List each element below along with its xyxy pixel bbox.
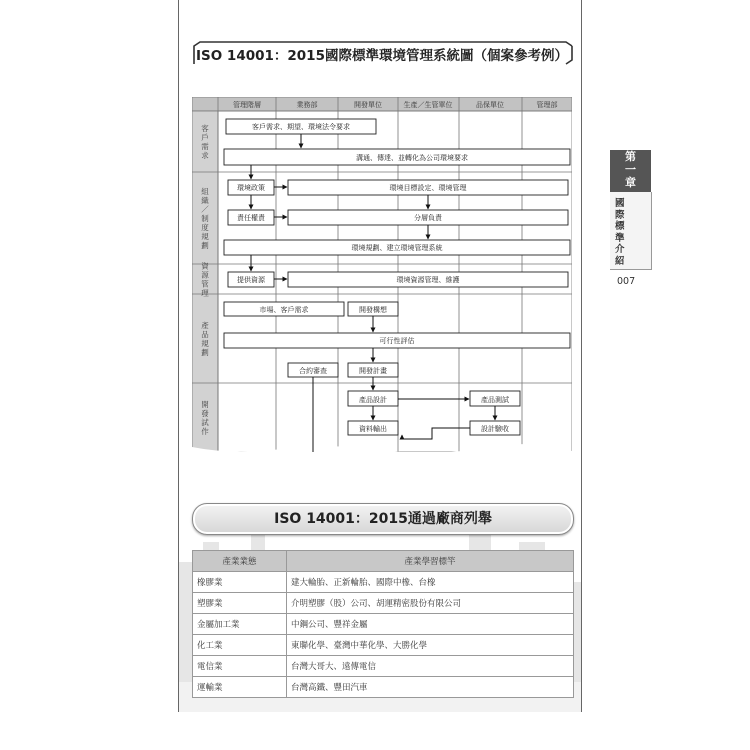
industry-cell: 運輸業: [193, 677, 287, 698]
box-env-policy: 環境政策: [237, 184, 265, 192]
col-header-sales: 業務部: [296, 101, 318, 109]
section-char: 介: [615, 244, 625, 255]
table-row: [193, 656, 574, 677]
benchmark-cell: 建大輪胎、正新輪胎、國際中橡、台橡: [287, 572, 574, 593]
section-char: 際: [615, 209, 625, 221]
benchmark-cell: 台灣大哥大、遠傳電信: [287, 656, 574, 677]
box-product-design: 產品設計: [359, 396, 387, 404]
row-label-organization: 組織／制度規劃: [201, 187, 209, 250]
section-char: 國: [615, 198, 625, 209]
chapter-char: 第: [625, 150, 636, 163]
industry-cell: 金屬加工業: [193, 614, 287, 635]
box-provide-resources: 提供資源: [237, 276, 265, 284]
benchmark-cell: 東聯化學、臺灣中華化學、大勝化學: [287, 635, 574, 656]
col-header-qa: 品保單位: [476, 101, 504, 109]
col-header-management: 管理階層: [233, 101, 261, 109]
chapter-char: 章: [625, 176, 636, 189]
box-division: 分層負責: [414, 214, 442, 222]
table-row: [193, 635, 574, 656]
header-benchmarks: 產業學習標竿: [287, 551, 574, 572]
industry-cell: 塑膠業: [193, 593, 287, 614]
row-label-resources: 資源管理: [201, 261, 209, 298]
vendor-section-title: ISO 14001：2015通過廠商列舉: [274, 511, 492, 527]
table-row: [193, 593, 574, 614]
box-data-output: 資料輸出: [359, 425, 387, 433]
industry-cell: 電信業: [193, 656, 287, 677]
header-industry: 產業業態: [193, 551, 287, 572]
box-dev-idea: 開發構想: [359, 306, 387, 314]
page-title: ISO 14001：2015國際標準環境管理系統圖（個案參考例）: [196, 48, 568, 64]
box-env-plan: 環境規劃、建立環境管理系統: [351, 244, 443, 252]
table-row: [193, 614, 574, 635]
table-row: [193, 572, 574, 593]
box-dev-plan: 開發計畫: [359, 367, 387, 375]
box-design-verify: 設計驗收: [481, 425, 509, 433]
vendor-table: [192, 550, 574, 698]
section-char: 紹: [615, 255, 625, 267]
box-market: 市場、客戶需求: [259, 306, 309, 314]
section-char: 準: [615, 232, 625, 244]
box-communicate: 溝通、傳達、並轉化為公司環境要求: [356, 154, 468, 162]
page-number: 007: [617, 276, 636, 287]
col-header-admin: 管理部: [536, 101, 558, 109]
row-label-customer: 客戶需求: [201, 124, 209, 160]
vendor-table-header-row: [193, 551, 574, 572]
industry-cell: 橡膠業: [193, 572, 287, 593]
chapter-tab: [610, 150, 651, 192]
box-responsibility: 責任權責: [237, 214, 265, 222]
box-feasibility: 可行性評估: [379, 337, 415, 345]
row-label-product-planning: 產品規劃: [201, 321, 209, 357]
industry-cell: 化工業: [193, 635, 287, 656]
benchmark-cell: 台灣高鐵、豐田汽車: [287, 677, 574, 698]
col-header-dev: 開發單位: [354, 101, 382, 109]
section-char: 標: [615, 221, 625, 232]
box-product-test: 產品測試: [481, 396, 509, 404]
table-row: [193, 677, 574, 698]
col-header-production: 生產／生管單位: [403, 101, 453, 109]
vendor-section-title-bar: [192, 503, 574, 535]
iso-flow-diagram: [192, 97, 572, 452]
benchmark-cell: 介明塑膠（股）公司、胡運精密股份有限公司: [287, 593, 574, 614]
box-customer-requirements: 客戶需求、期望、環境法令要求: [252, 123, 350, 131]
benchmark-cell: 中鋼公司、豐祥金屬: [287, 614, 574, 635]
box-resource-mgmt: 環境資源管理、維護: [396, 276, 460, 284]
box-env-goal: 環境目標設定、環境管理: [389, 184, 467, 192]
row-label-dev-trial: 開發試作: [201, 400, 209, 436]
chapter-char: 一: [625, 163, 636, 176]
box-contract-review: 合約審查: [299, 367, 327, 375]
section-title-vertical: [615, 198, 627, 267]
